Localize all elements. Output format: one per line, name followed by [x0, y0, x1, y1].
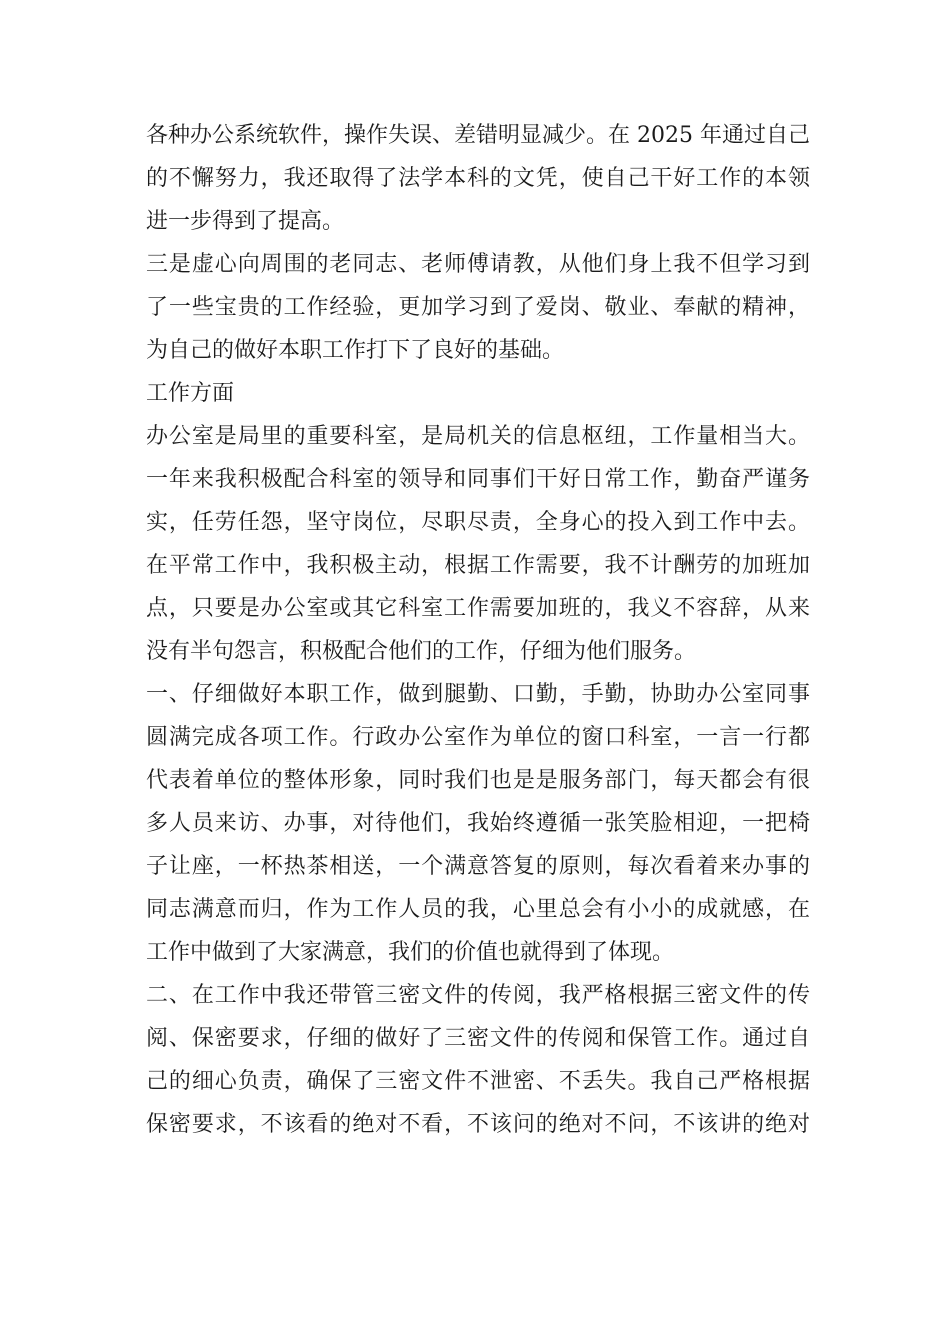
text-line: 阅、保密要求，仔细的做好了三密文件的传阅和保管工作。通过自 [146, 1026, 810, 1051]
text-line: 办公室是局里的重要科室，是局机关的信息枢纽，工作量相当大。 [146, 424, 810, 449]
text-line: 多人员来访、办事，对待他们，我始终遵循一张笑脸相迎，一把椅 [146, 811, 810, 836]
text-line: 各种办公系统软件，操作失误、差错明显减少。在 2025 年通过自己 [146, 123, 810, 148]
text-line: 二、在工作中我还带管三密文件的传阅，我严格根据三密文件的传 [146, 983, 810, 1008]
text-line: 三是虚心向周围的老同志、老师傅请教，从他们身上我不但学习到 [146, 252, 810, 277]
text-line: 保密要求，不该看的绝对不看，不该问的绝对不问，不该讲的绝对 [146, 1112, 810, 1137]
text-line: 同志满意而归，作为工作人员的我，心里总会有小小的成就感，在 [146, 897, 810, 922]
text-line: 点，只要是办公室或其它科室工作需要加班的，我义不容辞，从来 [146, 596, 810, 621]
text-line: 在平常工作中，我积极主动，根据工作需要，我不计酬劳的加班加 [146, 553, 810, 578]
text-line: 为自己的做好本职工作打下了良好的基础。 [146, 338, 565, 363]
document-body [146, 114, 810, 1146]
text-line: 的不懈努力，我还取得了法学本科的文凭，使自己干好工作的本领 [146, 166, 810, 191]
text-line: 实，任劳任怨，坚守岗位，尽职尽责，全身心的投入到工作中去。 [146, 510, 810, 535]
text-line: 没有半句怨言，积极配合他们的工作，仔细为他们服务。 [146, 639, 697, 664]
text-line: 圆满完成各项工作。行政办公室作为单位的窗口科室，一言一行都 [146, 725, 810, 750]
text-line: 子让座，一杯热茶相送，一个满意答复的原则，每次看着来办事的 [146, 854, 810, 879]
text-line: 工作中做到了大家满意，我们的价值也就得到了体现。 [146, 940, 675, 965]
text-line: 一年来我积极配合科室的领导和同事们干好日常工作，勤奋严谨务 [146, 467, 810, 492]
text-line: 己的细心负责，确保了三密文件不泄密、不丢失。我自己严格根据 [146, 1069, 810, 1094]
section-heading: 工作方面 [146, 381, 235, 406]
text-line: 了一些宝贵的工作经验，更加学习到了爱岗、敬业、奉献的精神， [146, 295, 810, 320]
text-line: 进一步得到了提高。 [146, 209, 345, 234]
text-line: 代表着单位的整体形象，同时我们也是是服务部门，每天都会有很 [146, 768, 810, 793]
text-line: 一、仔细做好本职工作，做到腿勤、口勤，手勤，协助办公室同事 [146, 682, 810, 707]
